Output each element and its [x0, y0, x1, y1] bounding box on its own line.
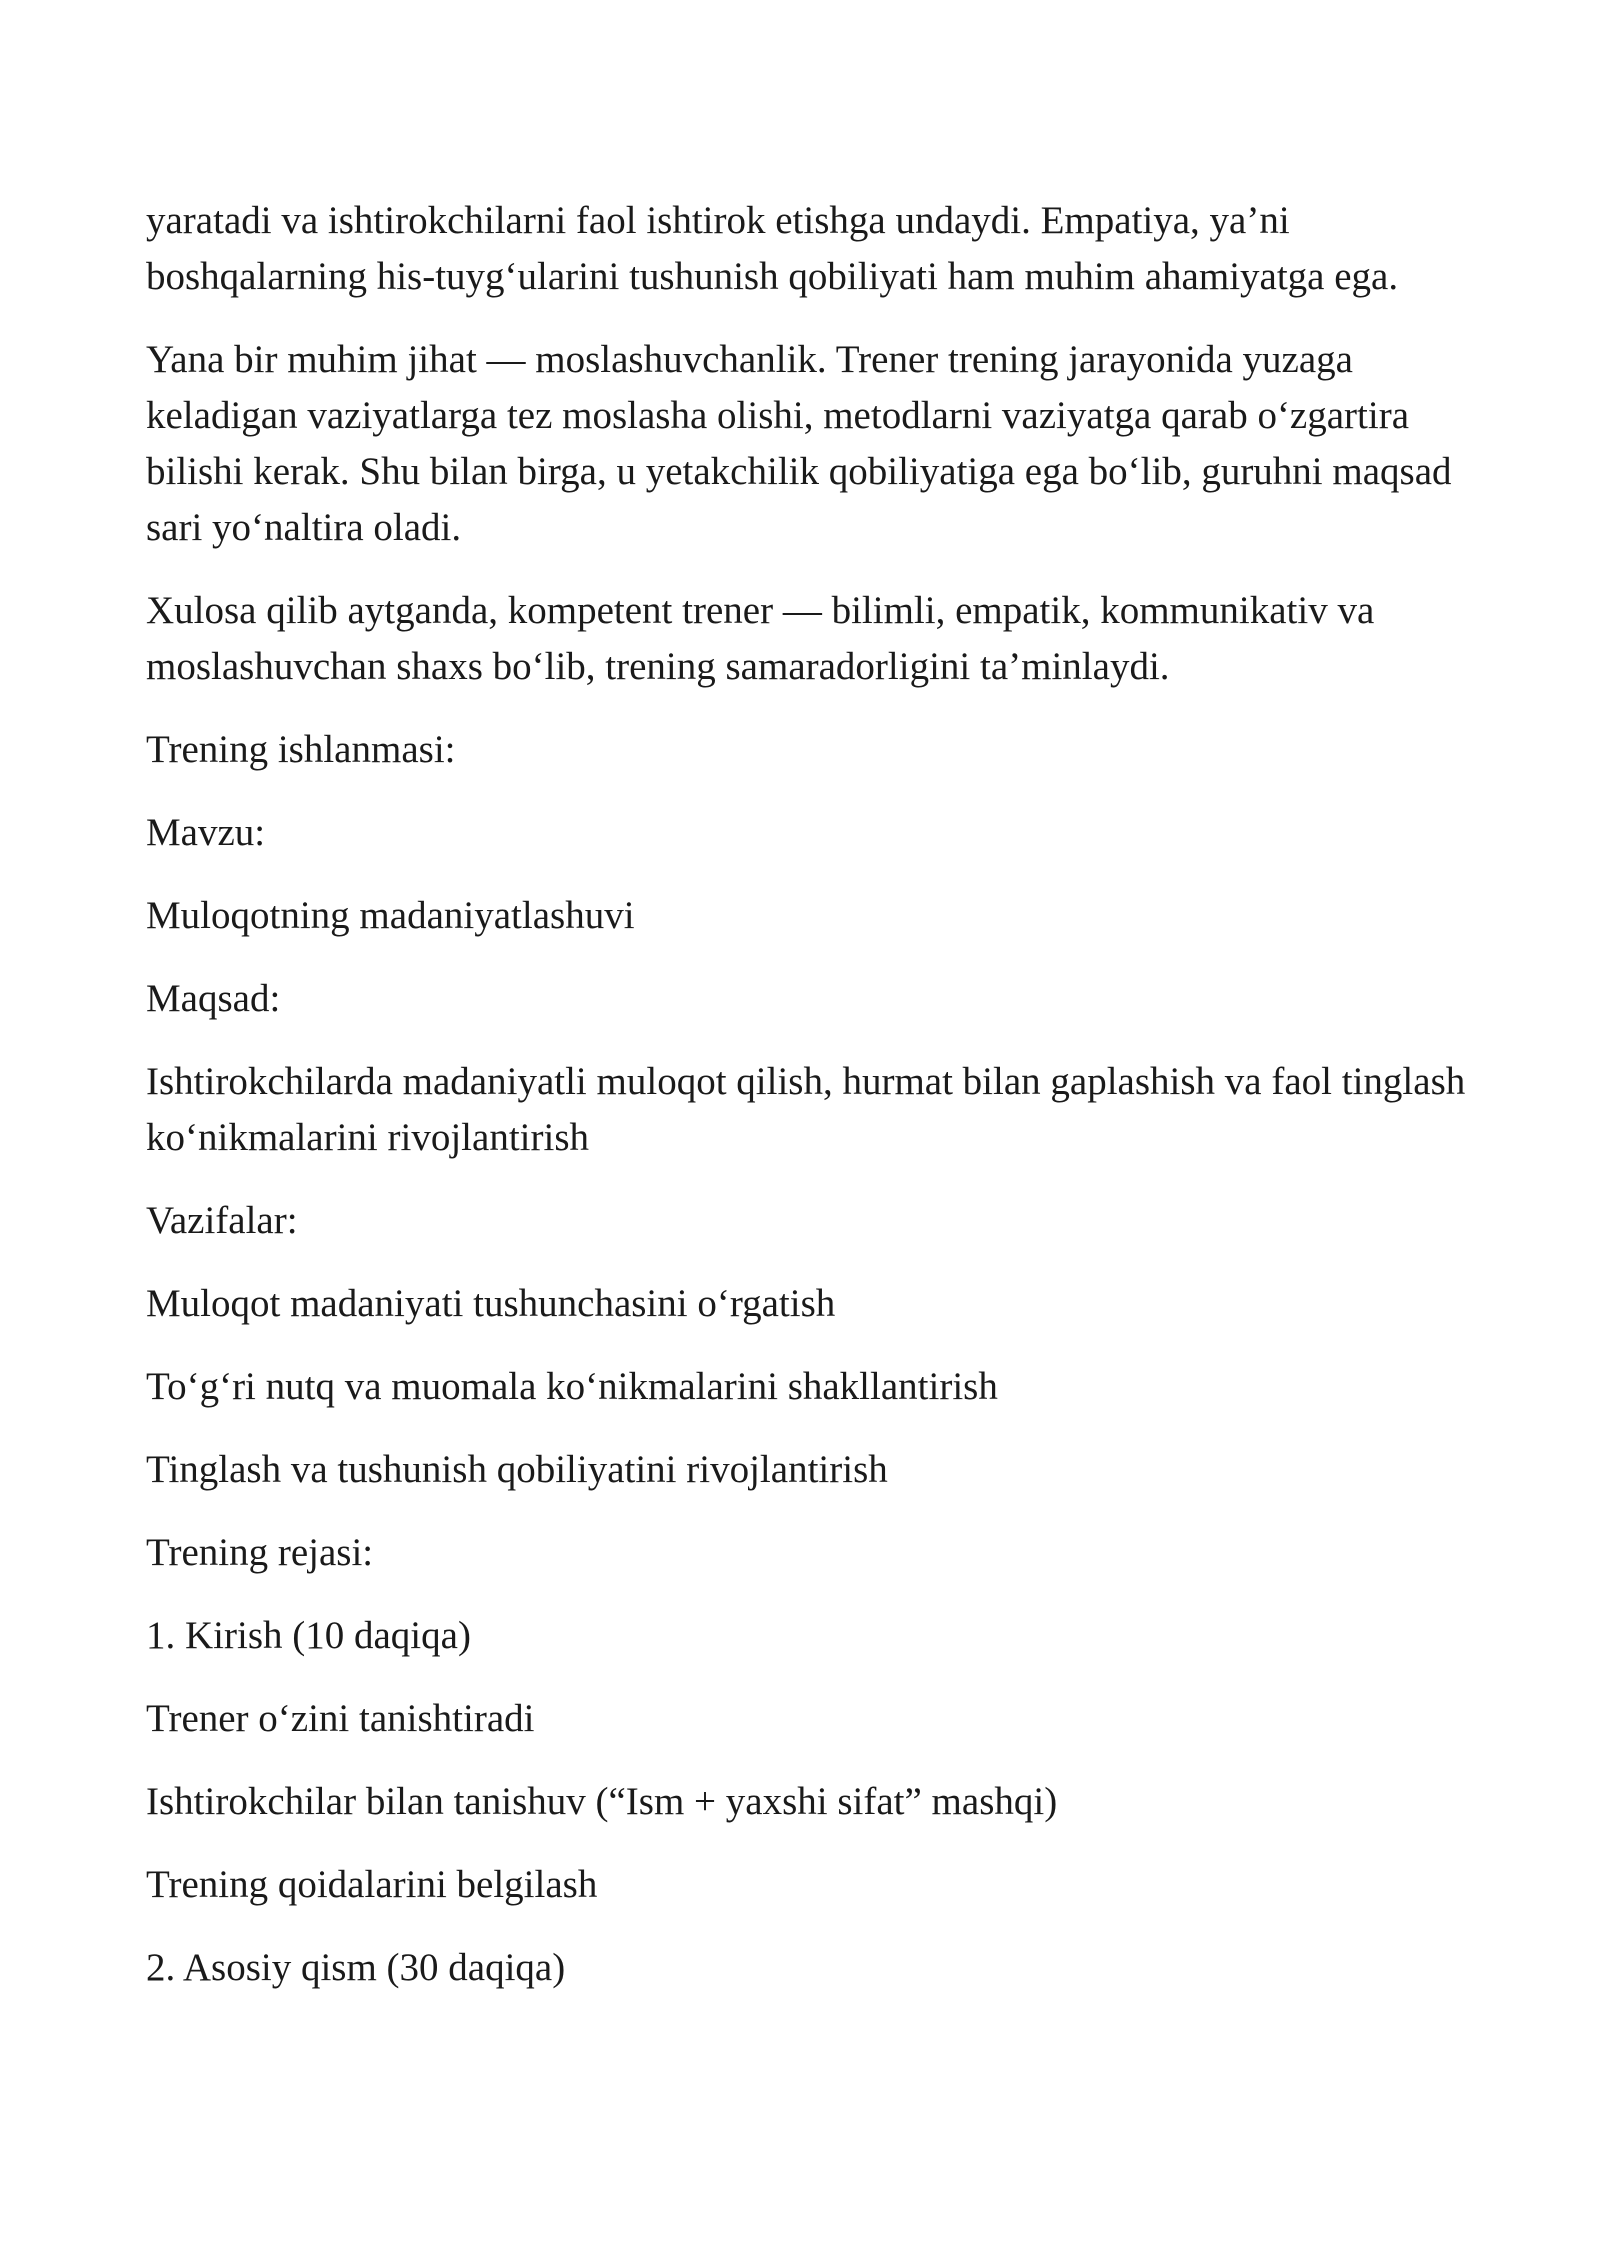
label-tasks: Vazifalar:	[146, 1199, 298, 1242]
heading-training-plan: Trening ishlanmasi:	[146, 728, 456, 771]
task-item: Muloqot madaniyati tushunchasini o‘rgatish	[146, 1282, 836, 1325]
paragraph-empathy: yaratadi va ishtirokchilarni faol ishtirok etishga undaydi. Empatiya, ya’ni boshqalarning his-tuyg‘ularini tushunish qobiliyati ham muhim ahamiyatga ega.	[146, 199, 1399, 298]
topic-text: Muloqotning madaniyatlashuvi	[146, 894, 635, 937]
task-item: Tinglash va tushunish qobiliyatini rivojlantirish	[146, 1448, 888, 1491]
label-goal: Maqsad:	[146, 977, 281, 1020]
plan-section-heading: 1. Kirish (10 daqiqa)	[146, 1614, 471, 1657]
plan-item: Trening qoidalarini belgilash	[146, 1863, 598, 1906]
document-body	[146, 193, 1476, 2023]
plan-item: Trener o‘zini tanishtiradi	[146, 1697, 535, 1740]
goal-text: Ishtirokchilarda madaniyatli muloqot qilish, hurmat bilan gaplashish va faol tinglash ko‘nikmalarini rivojlantirish	[146, 1060, 1466, 1159]
label-topic: Mavzu:	[146, 811, 266, 854]
task-item: To‘g‘ri nutq va muomala ko‘nikmalarini shakllantirish	[146, 1365, 998, 1408]
plan-section-heading: 2. Asosiy qism (30 daqiqa)	[146, 1946, 566, 1989]
label-plan: Trening rejasi:	[146, 1531, 374, 1574]
plan-item: Ishtirokchilar bilan tanishuv (“Ism + yaxshi sifat” mashqi)	[146, 1780, 1058, 1823]
paragraph-adaptability: Yana bir muhim jihat — moslashuvchanlik. Trener trening jarayonida yuzaga keladigan vaziyatlarga tez moslasha olishi, metodlarni vaziyatga qarab o‘zgartira bilishi kerak. Shu bilan birga, u yetakchilik qobiliyatiga ega bo‘lib, guruhni maqsad sari yo‘naltira oladi.	[146, 338, 1452, 549]
paragraph-conclusion: Xulosa qilib aytganda, kompetent trener — bilimli, empatik, kommunikativ va moslashuvchan shaxs bo‘lib, trening samaradorligini ta’minlaydi.	[146, 589, 1375, 688]
